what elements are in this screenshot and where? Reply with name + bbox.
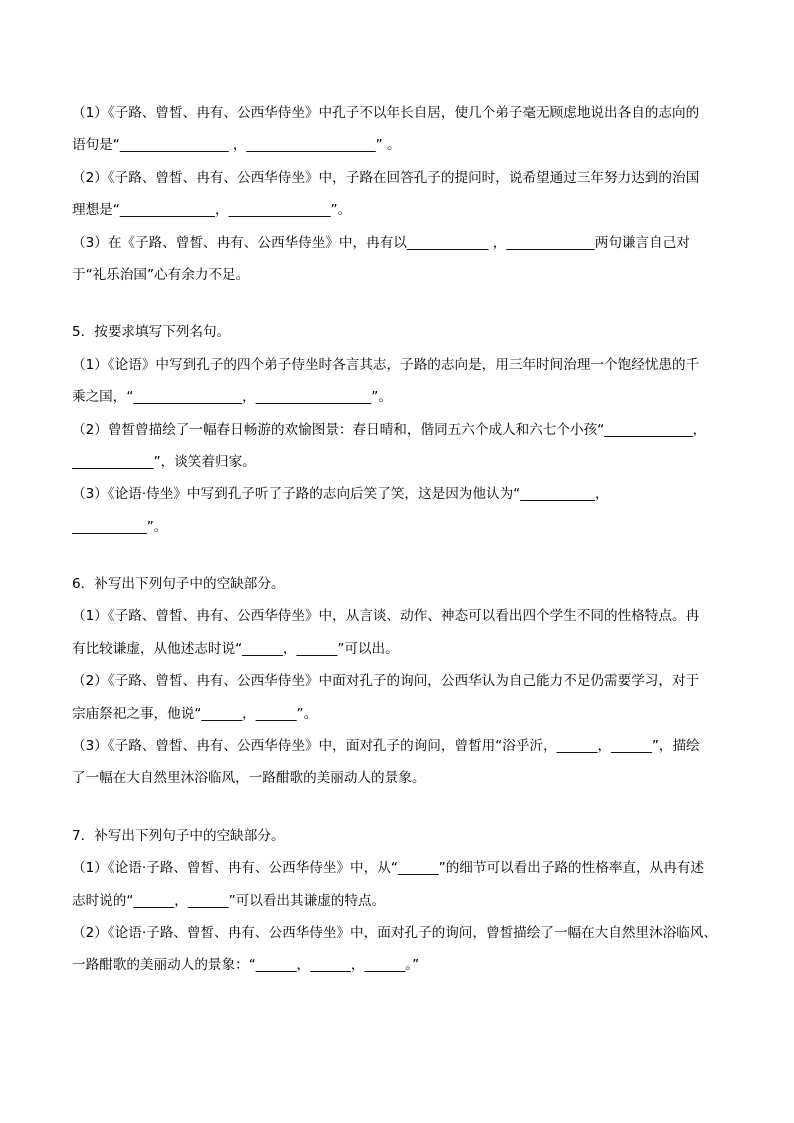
section-gap	[72, 291, 724, 316]
q7-2-line-1: （2）《论语·子路、曾皙、冉有、公西华侍坐》中，面对孔子的询问，曾皙描绘了一幅在大自然里沐浴临风、	[72, 924, 718, 941]
question-5-block	[72, 316, 724, 543]
q4-3-line-1: （3）在《子路、曾皙、冉有、公西华侍坐》中，冉有以____________ ，_____________两句谦言自己对	[72, 234, 690, 251]
q5-3-line-1: （3）《论语·侍坐》中写到孔子听了子路的志向后笑了笑，这是因为他认为“___________，	[72, 486, 609, 503]
q4-1-line-1: （1）《子路、曾皙、冉有、公西华侍坐》中孔子不以年长自居，使几个弟子毫无顾虑地说出各自的志向的	[72, 105, 700, 121]
q5-1-line-1: （1）《论语》中写到孔子的四个弟子侍坐时各言其志，子路的志向是，用三年时间治理一个饱经忧患的千	[72, 356, 700, 373]
q7-2-line-2: 一路酣歌的美丽动人的景象：“______，______，______。”	[72, 957, 420, 974]
q6-3-line-2: 了一幅在大自然里沐浴临风，一路酣歌的美丽动人的景象。	[72, 770, 426, 787]
q6-1-line-1: （1）《子路、曾皙、冉有、公西华侍坐》中，从言谈、动作、神态可以看出四个学生不同的性格特点。冉	[72, 608, 700, 625]
q7-heading: 7．补写出下列句子中的空缺部分。	[72, 827, 285, 844]
q4-2-line-1: （2）《子路、曾皙、冉有、公西华侍坐》中，子路在回答孔子的提问时，说希望通过三年努力达到的治国	[72, 169, 700, 186]
question-content	[72, 97, 724, 982]
q4-3-line-2: 于“礼乐治国”心有余力不足。	[72, 266, 250, 283]
q6-2-line-2: 宗庙祭祀之事，他说“______，______”。	[72, 705, 318, 722]
q4-2-line-2: 理想是“______________，_______________”。	[72, 202, 352, 219]
q6-heading: 6．补写出下列句子中的空缺部分。	[72, 576, 285, 593]
question-7-block	[72, 820, 724, 982]
q6-2-line-1: （2）《子路、曾皙、冉有、公西华侍坐》中面对孔子的询问，公西华认为自己能力不足仍需要学习，对于	[72, 673, 700, 690]
q7-1-line-2: 志时说的“______，______”可以看出其谦虚的特点。	[72, 892, 386, 909]
q6-3-line-1: （3）《子路、曾皙、冉有、公西华侍坐》中，面对孔子的询问，曾皙用“浴乎沂，______，______”，描绘	[72, 738, 700, 755]
question-4-block	[72, 97, 724, 291]
q4-1-line-2: 语句是“________________ ，___________________” 。	[72, 137, 401, 154]
q5-2-line-1: （2）曾皙曾描绘了一幅春日畅游的欢愉图景：春日晴和，偕同五六个成人和六七个小孩“_____________，	[72, 421, 707, 438]
q7-1-line-1: （1）《论语·子路、曾皙、冉有、公西华侍坐》中，从“______”的细节可以看出子路的性格率直，从冉有述	[72, 860, 704, 877]
section-gap	[72, 795, 724, 820]
section-gap	[72, 543, 724, 568]
q6-1-line-2: 有比较谦虚，从他述志时说“______，______”可以出。	[72, 640, 399, 657]
q5-2-line-2: ____________”，谈笑着归家。	[72, 453, 256, 470]
q5-3-line-2: ___________”。	[72, 518, 168, 535]
q5-1-line-2: 乘之国，“________________，_________________”。	[72, 389, 392, 406]
q5-heading: 5．按要求填写下列名句。	[72, 324, 231, 341]
question-6-block	[72, 568, 724, 795]
